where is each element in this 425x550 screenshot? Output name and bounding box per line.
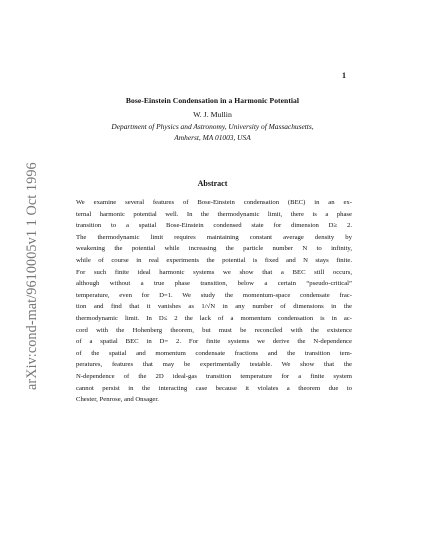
abstract-line: although without a true phase transition, below a certain “pseudo-critical” — [76, 280, 352, 288]
abstract-line: weakening the potential while increasing the particle number N to infinity, — [76, 245, 352, 253]
abstract-line: transition to a spatial Bose-Einstein condensed state for dimension D≥ 2. — [76, 222, 352, 230]
abstract-line: For such finite ideal harmonic systems we show that a BEC still occurs, — [76, 268, 352, 276]
abstract-line: temperature, even for D=1. We study the momentum-space condensate frac- — [76, 291, 352, 299]
page-number: 1 — [342, 71, 346, 80]
abstract-line: We examine several features of Bose-Einstein condensation (BEC) in an ex- — [76, 199, 352, 206]
abstract-line: N-dependence of the 2D ideal-gas transition temperature for a finite system — [76, 372, 352, 380]
abstract-body — [76, 197, 352, 406]
author-name: W. J. Mullin — [193, 110, 232, 119]
paper-title: Bose-Einstein Condensation in a Harmonic Potential — [125, 96, 300, 105]
abstract-line: cannot persist in the interacting case because it violates a theorem due to — [76, 384, 352, 392]
affiliation-line-1: Department of Physics and Astronomy, University of Massachusetts, — [111, 122, 314, 131]
abstract-line: Chester, Penrose, and Onsager. — [76, 396, 159, 404]
abstract-line: thermodynamic limit. In D≤ 2 the lack of a momentum condensation is in ac- — [76, 314, 352, 322]
abstract-line: The thermodynamic limit requires maintaining constant average density by — [76, 233, 352, 241]
abstract-line: ternal harmonic potential well. In the thermodynamic limit, there is a phase — [76, 210, 352, 218]
arxiv-identifier: arXiv:cond-mat/9610005v1 1 Oct 1996 — [24, 162, 40, 390]
affiliation-line-2: Amherst, MA 01003, USA — [174, 133, 251, 142]
abstract-heading: Abstract — [197, 179, 228, 188]
abstract-line: tion and find that it vanishes as 1/√N in any number of dimensions in the — [76, 303, 352, 311]
abstract-line: peratures, features that may be experimentally testable. We show that the — [76, 361, 352, 369]
abstract-line: cord with the Hohenberg theorem, but must be reconciled with the existence — [76, 326, 352, 334]
abstract-line: of a spatial BEC in D= 2. For finite systems we derive the N-dependence — [76, 338, 352, 346]
abstract-line: while of course in real experiments the potential is fixed and N stays finite. — [76, 256, 352, 264]
abstract-line: of the spatial and momentum condensate fractions and the transition tem- — [76, 349, 352, 357]
